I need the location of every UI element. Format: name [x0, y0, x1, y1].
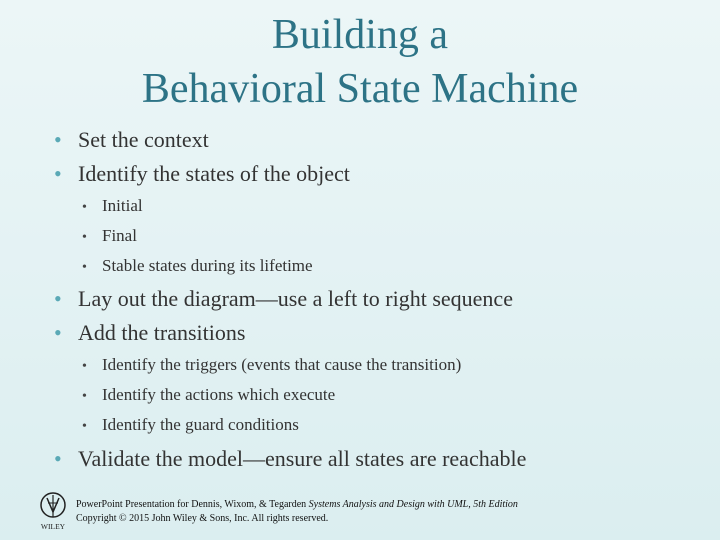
- sub-bullet-text: Final: [102, 226, 137, 245]
- bullet-dot-icon: •: [82, 419, 87, 434]
- bullet-item: [54, 318, 245, 348]
- bullet-dot-icon: •: [82, 389, 87, 404]
- bullet-item: [54, 125, 209, 155]
- sub-bullet-item: [82, 194, 143, 220]
- bullet-text: Lay out the diagram—use a left to right sequence: [78, 286, 513, 311]
- wiley-logo-icon: [36, 490, 70, 532]
- sub-bullet-item: [82, 383, 335, 409]
- logo-wordmark: WILEY: [40, 522, 66, 531]
- sub-bullet-text: Identify the actions which execute: [102, 385, 336, 404]
- bullet-dot-icon: •: [54, 127, 62, 152]
- bullet-item: [54, 284, 513, 314]
- footer-line-1: [76, 498, 518, 512]
- sub-bullet-item: [82, 224, 137, 250]
- bullet-dot-icon: •: [82, 200, 87, 215]
- slide-title-line-2: Behavioral State Machine: [141, 66, 579, 112]
- slide-title-line-1: Building a: [271, 12, 449, 58]
- footer-copyright: Copyright © 2015 John Wiley & Sons, Inc. All rights reserved.: [76, 513, 329, 524]
- bullet-item: [54, 444, 526, 474]
- bullet-dot-icon: •: [54, 446, 62, 471]
- bullet-dot-icon: •: [54, 161, 62, 186]
- bullet-text: Add the transitions: [78, 320, 246, 345]
- footer-book-title: Systems Analysis and Design with UML, 5th Edition: [308, 499, 518, 510]
- sub-bullet-text: Identify the guard conditions: [102, 415, 299, 434]
- sub-bullet-text: Stable states during its lifetime: [102, 256, 313, 275]
- bullet-text: Identify the states of the object: [78, 161, 350, 186]
- sub-bullet-text: Initial: [102, 196, 143, 215]
- sub-bullet-item: [82, 413, 299, 439]
- sub-bullet-text: Identify the triggers (events that cause the transition): [102, 355, 462, 374]
- footer-credit: PowerPoint Presentation for Dennis, Wixom, & Tegarden: [76, 499, 309, 510]
- bullet-dot-icon: •: [54, 286, 62, 311]
- bullet-dot-icon: •: [82, 359, 87, 374]
- bullet-text: Validate the model—ensure all states are reachable: [78, 446, 527, 471]
- bullet-dot-icon: •: [54, 320, 62, 345]
- bullet-text: Set the context: [78, 127, 209, 152]
- bullet-dot-icon: •: [82, 230, 87, 245]
- sub-bullet-item: [82, 254, 313, 280]
- bullet-dot-icon: •: [82, 260, 87, 275]
- sub-bullet-item: [82, 353, 461, 379]
- footer-text: [76, 498, 518, 526]
- bullet-item: [54, 159, 350, 189]
- footer: [36, 490, 676, 534]
